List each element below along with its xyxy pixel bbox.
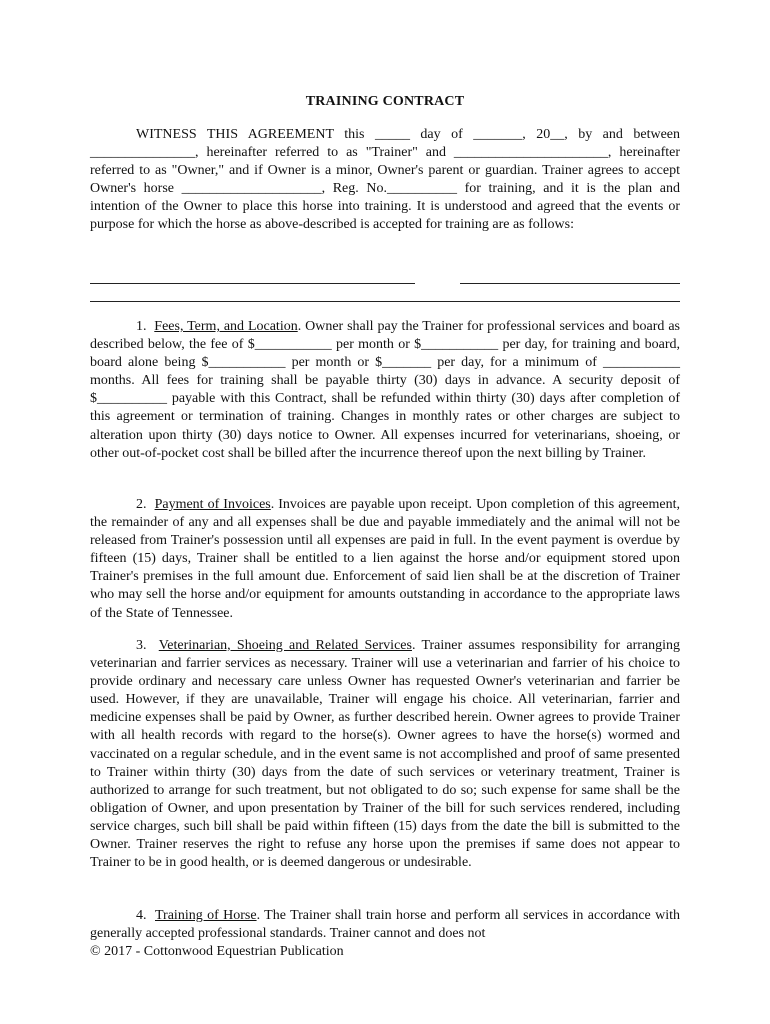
intro-paragraph (90, 126, 680, 235)
section-number: 2. (136, 497, 147, 512)
section-text: . Trainer assumes responsibility for arranging veterinarian and farrier services as necessary. Trainer will use a veterinarian and farrier of his choice to provide ordinary and necessary care unless Owner has requested Owner's veterinarian and farrier be used. However, if they are unavailable, Trainer will engage his choice. All veterinarian, farrier and medicine expenses shall be paid by Owner, as further described herein. Owner agrees to provide Trainer with all health records with regard to the horse(s). Owner agrees to have the horse(s) wormed and vaccinated on a regular schedule, and in the event same is not accomplished and proof of same presented to Trainer within thirty (30) days from the date of such services or veterinary treatment, Trainer is authorized to arrange for such treatment, but not obligated to do so; such expense for same shall be the obligation of Owner, and upon presentation by Trainer of the bill for such services rendered, including service charges, such bill shall be paid within fifteen (15) days from the date the bill is submitted to the Owner. Trainer reserves the right to refuse any horse upon the premises if same does not appear to Trainer to be in good health, or is deemed dangerous or undesirable. (90, 638, 680, 871)
section-heading: Veterinarian, Shoeing and Related Services (158, 638, 412, 653)
section-text: . Owner shall pay the Trainer for professional services and board as described below, the fee of $___________ per month or $___________ per day, for training and board, board alone being $___________ per month or $_______ per day, for a minimum of ___________ months. All fees for training shall be payable thirty (30) days in advance. A security deposit of $__________ payable with this Contract, shall be refunded within thirty (30) days after completion of this agreement or termination of training. Changes in monthly rates or other charges are subject to alteration upon thirty (30) days notice to Owner. All expenses incurred for veterinarians, shoeing, or other out-of-pocket cost shall be billed after the incurrence thereof upon the next billing by Trainer. (90, 319, 680, 461)
purpose-blank-line-2 (90, 301, 680, 302)
document-title: TRAINING CONTRACT (305, 94, 465, 109)
copyright-footer: © 2017 - Cottonwood Equestrian Publication (90, 944, 344, 959)
section-text: . The Trainer shall train horse and perform all services in accordance with generally accepted professional standards. Trainer cannot and does not (90, 908, 681, 942)
intro-text: WITNESS THIS AGREEMENT this _____ day of _______, 20__, by and between _______________, hereinafter referred to as "Trainer" and ______________________, hereinafter referred to as "Owner," and if Owner is a minor, Owner's parent or guardian. Trainer agrees to accept Owner's horse ____________________, Reg. No.__________ for training, and it is the plan and intention of the Owner to place this horse into training. It is understood and agreed that the events or purpose for which the horse as above-described is accepted for training are as follows: (90, 127, 680, 233)
section-1 (90, 318, 680, 463)
section-number: 3. (136, 638, 147, 653)
section-number: 1. (136, 319, 147, 334)
purpose-blank-line-1a (90, 283, 415, 284)
section-4 (90, 907, 680, 943)
section-heading: Training of Horse (155, 908, 257, 923)
section-number: 4. (136, 908, 147, 923)
section-heading: Payment of Invoices (154, 497, 271, 512)
purpose-blank-line-1b (460, 283, 680, 284)
section-text: . Invoices are payable upon receipt. Upon completion of this agreement, the remainder of any and all expenses shall be due and payable immediately and the animal will not be released from Trainer's possession until all expenses are paid in full. In the event payment is overdue by fifteen (15) days, Trainer shall be entitled to a lien against the horse and/or equipment stored upon Trainer's premises in the full amount due. Enforcement of said lien shall be at the discretion of Trainer who may sell the horse and/or equipment for amounts outstanding in accordance to the appropriate laws of the State of Tennessee. (90, 497, 680, 621)
section-2 (90, 496, 680, 623)
section-heading: Fees, Term, and Location (154, 319, 298, 334)
section-3 (90, 637, 680, 872)
